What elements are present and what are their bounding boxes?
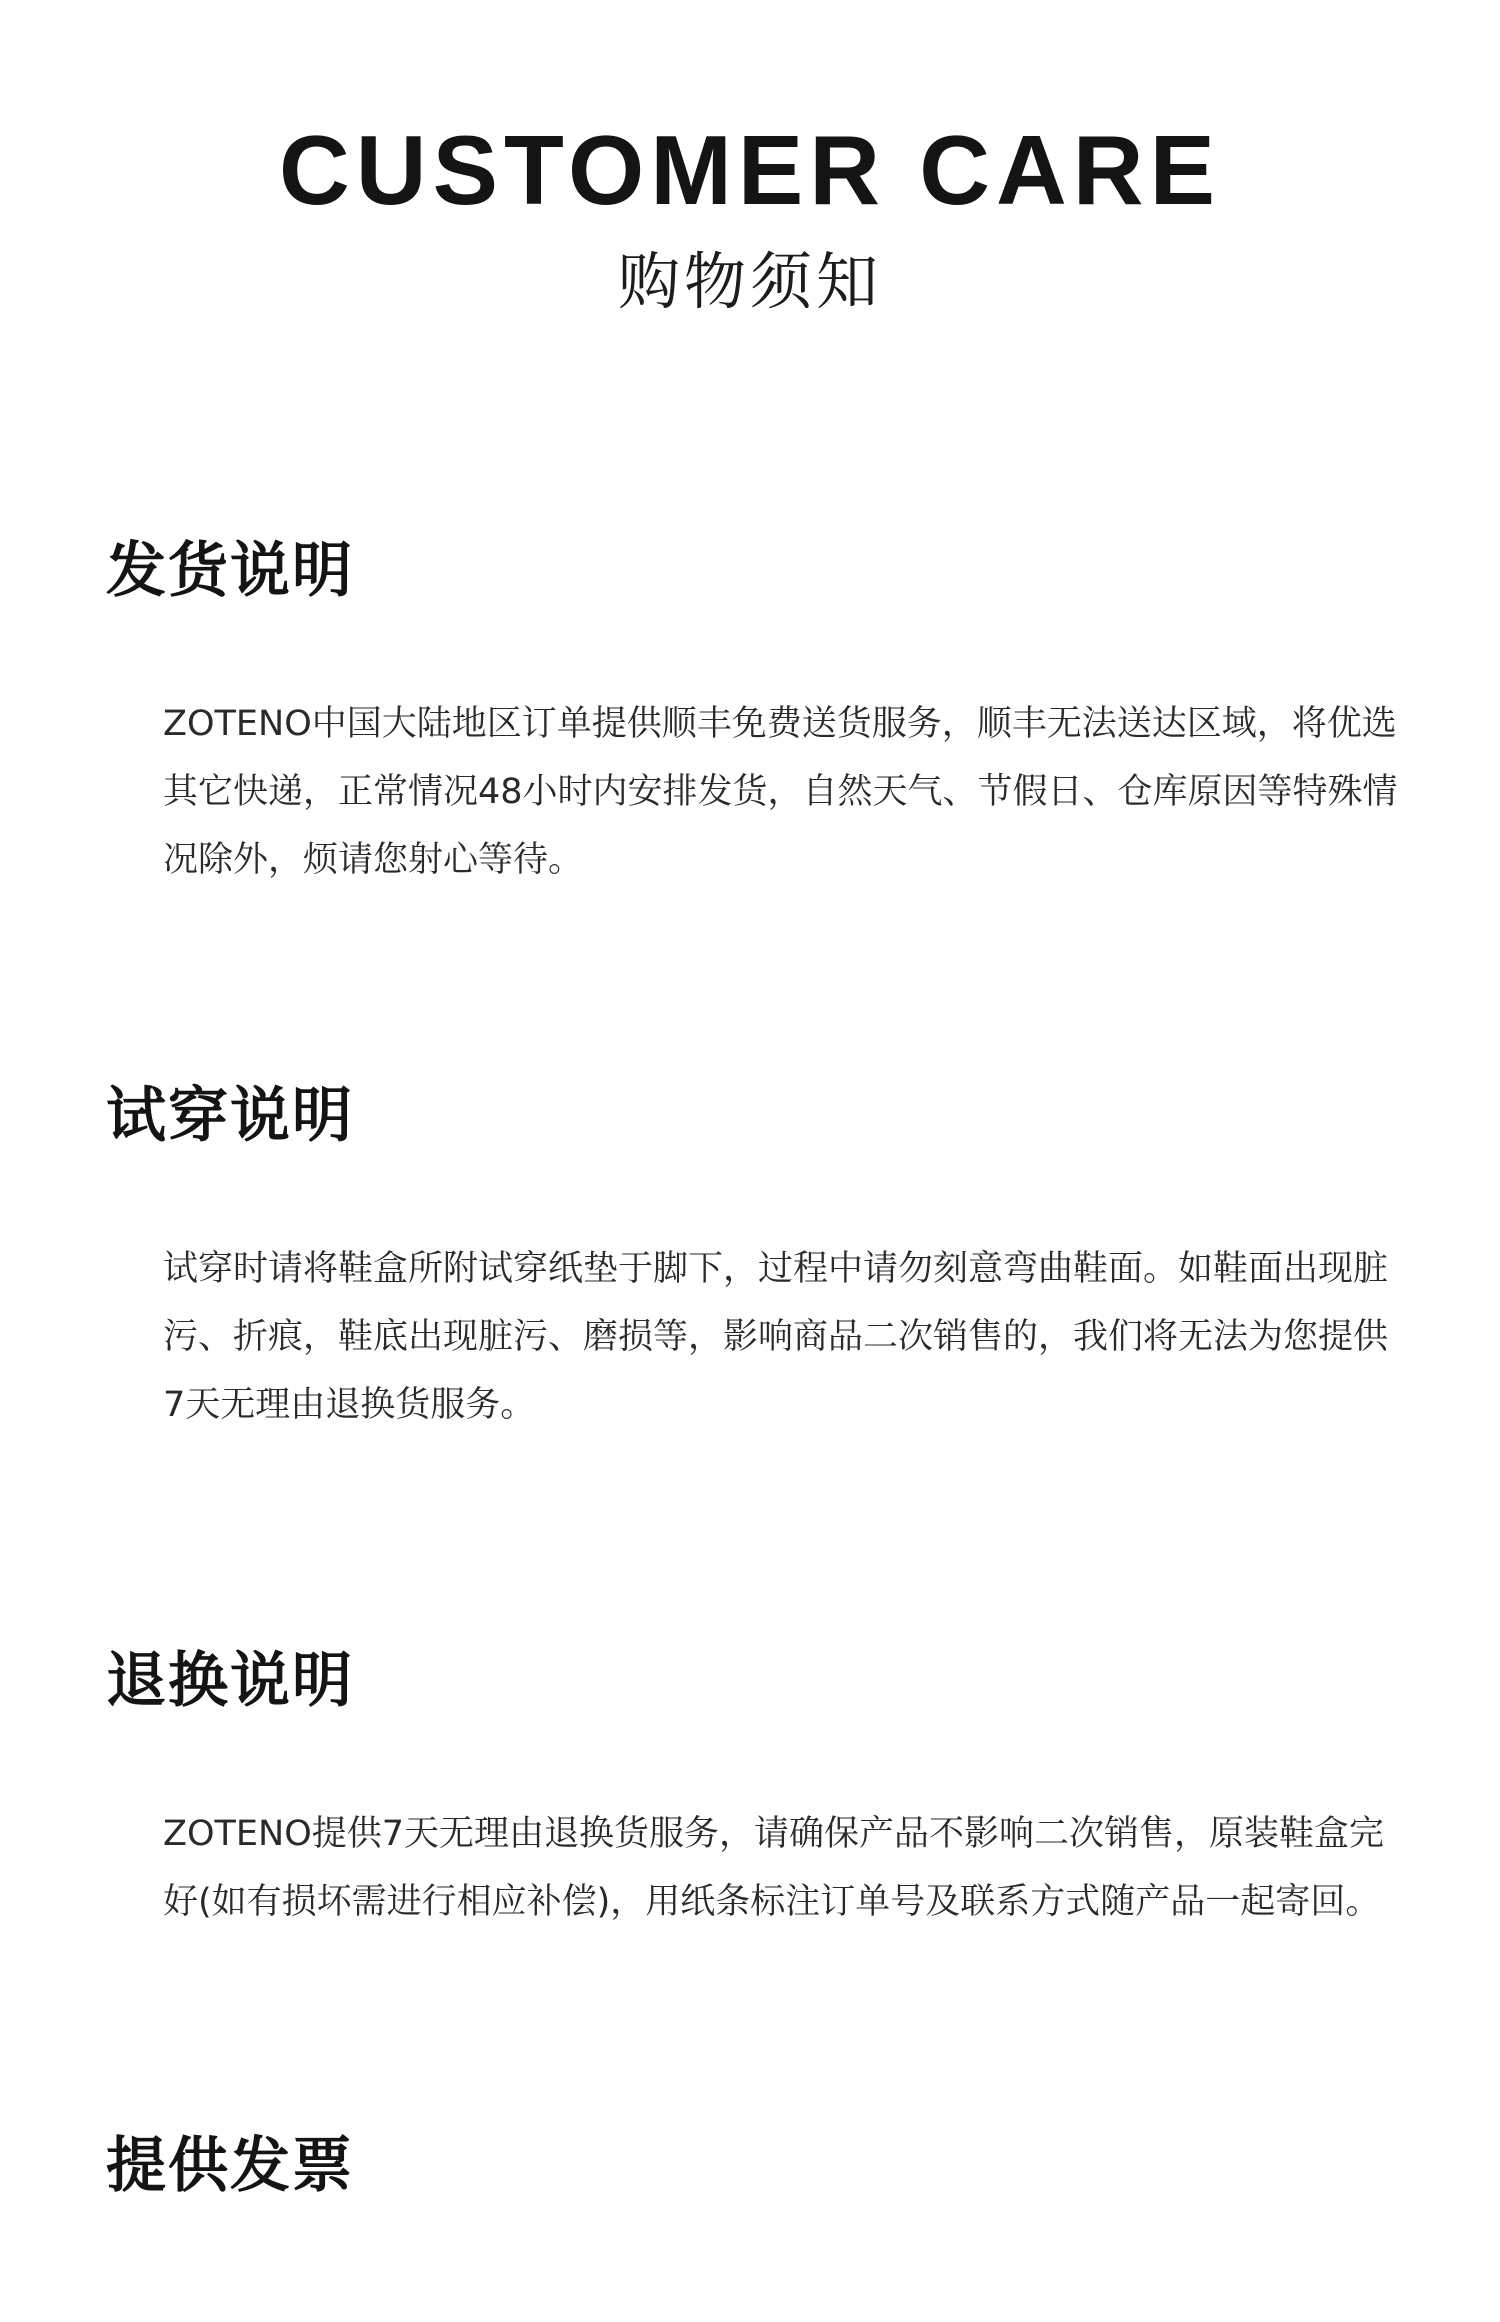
section-heading: 退换说明 bbox=[106, 1646, 354, 1716]
page-subtitle: 购物须知 bbox=[617, 245, 882, 318]
section-body: ZOTENO中国大陆地区订单提供顺丰免费送货服务，顺丰无法送达区域，将优选其它快递，正常情况48小时内安排发货，自然天气、节假日、仓库原因等特殊情况除外，烦请您射心等待。 bbox=[163, 704, 1398, 880]
section-body: 试穿时请将鞋盒所附试穿纸垫于脚下，过程中请勿刻意弯曲鞋面。如鞋面出现脏污、折痕，鞋底出现脏污、磨损等，影响商品二次销售的，我们将无法为您提供7天无理由退换货服务。 bbox=[163, 1249, 1389, 1425]
section-body: ZOTENO提供7天无理由退换货服务，请确保产品不影响二次销售，原装鞋盒完好(如有损坏需进行相应补偿)，用纸条标注订单号及联系方式随产品一起寄回。 bbox=[163, 1814, 1385, 1922]
section-heading: 发货说明 bbox=[106, 536, 354, 606]
section-heading: 试穿说明 bbox=[106, 1081, 354, 1151]
page-title: CUSTOMER CARE bbox=[279, 115, 1221, 225]
page-header bbox=[0, 110, 1500, 322]
section-heading: 提供发票 bbox=[106, 2131, 354, 2201]
